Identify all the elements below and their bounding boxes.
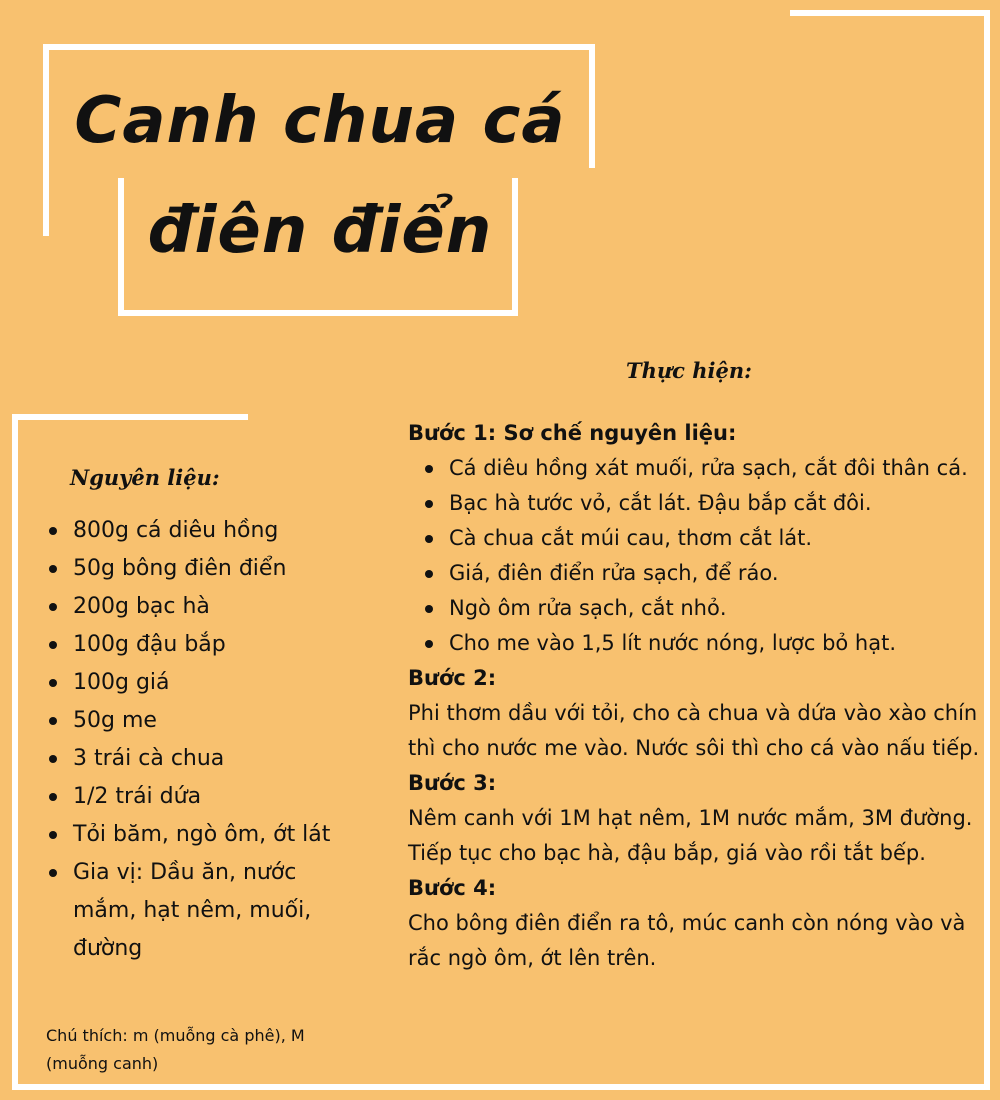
step-1-item: Bạc hà tước vỏ, cắt lát. Đậu bắp cắt đôi. [422, 486, 980, 521]
ingredient-item: 50g me [46, 702, 336, 740]
measurement-note: Chú thích: m (muỗng cà phê), M (muỗng canh) [46, 1026, 305, 1073]
ingredient-item: 800g cá diêu hồng [46, 512, 336, 550]
steps-heading: Thực hiện: [626, 358, 752, 383]
step-1-item: Cá diêu hồng xát muối, rửa sạch, cắt đôi thân cá. [422, 451, 980, 486]
ingredient-item: 50g bông điên điển [46, 550, 336, 588]
page-frame-bottom [12, 1084, 990, 1090]
step-2-text: Phi thơm dầu với tỏi, cho cà chua và dứa vào xào chín thì cho nước me vào. Nước sôi thì cho cá vào nấu tiếp. [408, 701, 980, 760]
ingredients-frame-left [12, 414, 18, 1090]
step-1-item: Ngò ôm rửa sạch, cắt nhỏ. [422, 591, 980, 626]
ingredient-item: Tỏi băm, ngò ôm, ớt lát [46, 816, 336, 854]
step-4-text: Cho bông điên điển ra tô, múc canh còn nóng vào và rắc ngò ôm, ớt lên trên. [408, 911, 966, 970]
steps-section [408, 416, 980, 976]
page-frame-right [984, 10, 990, 1090]
step-2-title: Bước 2: [408, 666, 497, 690]
page-title-line-2: điên điển [147, 194, 493, 268]
step-1-list [408, 451, 980, 661]
ingredient-list [46, 512, 336, 968]
title-frame-bottom [118, 310, 518, 316]
step-3-text: Nêm canh với 1M hạt nêm, 1M nước mắm, 3M đường. Tiếp tục cho bạc hà, đậu bắp, giá vào rồi tắt bếp. [408, 806, 973, 865]
ingredients-frame-top [12, 414, 248, 420]
step-3-title: Bước 3: [408, 771, 497, 795]
ingredient-item: 1/2 trái dứa [46, 778, 336, 816]
ingredients-heading: Nguyên liệu: [70, 465, 220, 490]
page-title-line-1: Canh chua cá [74, 84, 566, 158]
step-1-item: Giá, điên điển rửa sạch, để ráo. [422, 556, 980, 591]
ingredient-item: 100g giá [46, 664, 336, 702]
ingredient-item: 200g bạc hà [46, 588, 336, 626]
page-frame-top [790, 10, 990, 16]
title-frame-top [43, 44, 595, 50]
step-1-item: Cà chua cắt múi cau, thơm cắt lát. [422, 521, 980, 556]
ingredient-item: Gia vị: Dầu ăn, nước mắm, hạt nêm, muối, đường [46, 854, 336, 968]
step-1-title: Bước 1: Sơ chế nguyên liệu: [408, 421, 737, 445]
ingredient-item: 3 trái cà chua [46, 740, 336, 778]
step-4-title: Bước 4: [408, 876, 497, 900]
ingredient-item: 100g đậu bắp [46, 626, 336, 664]
step-1-item: Cho me vào 1,5 lít nước nóng, lược bỏ hạt. [422, 626, 980, 661]
